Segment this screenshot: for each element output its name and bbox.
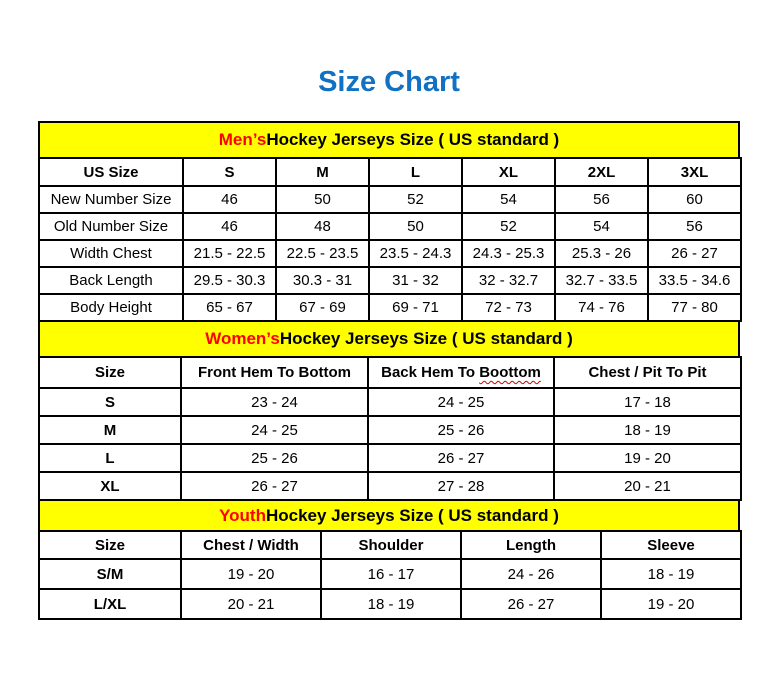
mens-header-us-size: US Size bbox=[39, 158, 183, 186]
table-cell: 50 bbox=[369, 213, 462, 240]
youth-band-prefix: Youth bbox=[219, 505, 266, 525]
youth-size-table bbox=[38, 530, 742, 620]
table-cell: 52 bbox=[462, 213, 555, 240]
womens-header-front-hem: Front Hem To Bottom bbox=[181, 357, 368, 388]
table-cell: 20 - 21 bbox=[181, 589, 321, 619]
row-label: S/M bbox=[39, 559, 181, 589]
table-cell: 72 - 73 bbox=[462, 294, 555, 321]
table-cell: 25.3 - 26 bbox=[555, 240, 648, 267]
row-label: XL bbox=[39, 472, 181, 500]
table-cell: 25 - 26 bbox=[368, 416, 554, 444]
table-cell: 54 bbox=[555, 213, 648, 240]
table-cell: 26 - 27 bbox=[181, 472, 368, 500]
table-cell: 60 bbox=[648, 186, 741, 213]
table-cell: 31 - 32 bbox=[369, 267, 462, 294]
mens-section-band bbox=[38, 121, 740, 159]
youth-header-shoulder: Shoulder bbox=[321, 531, 461, 559]
mens-row-width-chest bbox=[39, 240, 741, 267]
table-cell: 32 - 32.7 bbox=[462, 267, 555, 294]
table-cell: 26 - 27 bbox=[368, 444, 554, 472]
row-label: M bbox=[39, 416, 181, 444]
table-cell: 29.5 - 30.3 bbox=[183, 267, 276, 294]
table-cell: 24 - 25 bbox=[368, 388, 554, 416]
youth-header-chest-width: Chest / Width bbox=[181, 531, 321, 559]
womens-header-back-hem bbox=[368, 357, 554, 388]
table-cell: 24 - 25 bbox=[181, 416, 368, 444]
womens-section-band bbox=[38, 320, 740, 358]
youth-header-sleeve: Sleeve bbox=[601, 531, 741, 559]
table-cell: 30.3 - 31 bbox=[276, 267, 369, 294]
womens-row-xl bbox=[39, 472, 741, 500]
table-cell: 23.5 - 24.3 bbox=[369, 240, 462, 267]
table-cell: 18 - 19 bbox=[601, 559, 741, 589]
womens-header-row bbox=[39, 357, 741, 388]
table-cell: 24.3 - 25.3 bbox=[462, 240, 555, 267]
womens-header-size: Size bbox=[39, 357, 181, 388]
table-cell: 19 - 20 bbox=[181, 559, 321, 589]
youth-header-length: Length bbox=[461, 531, 601, 559]
misspelled-word: Boottom bbox=[479, 364, 541, 381]
mens-header-2xl: 2XL bbox=[555, 158, 648, 186]
youth-header-row bbox=[39, 531, 741, 559]
womens-band-prefix: Women’s bbox=[205, 329, 280, 348]
mens-band-prefix: Men’s bbox=[218, 130, 267, 149]
table-cell: 25 - 26 bbox=[181, 444, 368, 472]
mens-header-3xl: 3XL bbox=[648, 158, 741, 186]
table-cell: 19 - 20 bbox=[601, 589, 741, 619]
table-cell: 77 - 80 bbox=[648, 294, 741, 321]
table-cell: 46 bbox=[183, 213, 276, 240]
mens-size-table bbox=[38, 157, 742, 322]
table-cell: 18 - 19 bbox=[554, 416, 741, 444]
table-cell: 48 bbox=[276, 213, 369, 240]
table-cell: 69 - 71 bbox=[369, 294, 462, 321]
mens-row-back-length bbox=[39, 267, 741, 294]
row-label: L bbox=[39, 444, 181, 472]
womens-row-l bbox=[39, 444, 741, 472]
row-label: S bbox=[39, 388, 181, 416]
table-cell: 16 - 17 bbox=[321, 559, 461, 589]
back-hem-prefix: Back Hem To bbox=[381, 364, 480, 381]
table-cell: 54 bbox=[462, 186, 555, 213]
table-cell: 67 - 69 bbox=[276, 294, 369, 321]
table-cell: 23 - 24 bbox=[181, 388, 368, 416]
mens-row-body-height bbox=[39, 294, 741, 321]
youth-row-sm bbox=[39, 559, 741, 589]
row-label: New Number Size bbox=[39, 186, 183, 213]
table-cell: 27 - 28 bbox=[368, 472, 554, 500]
table-cell: 65 - 67 bbox=[183, 294, 276, 321]
table-cell: 56 bbox=[555, 186, 648, 213]
mens-band-rest: Hockey Jerseys Size ( US standard ) bbox=[266, 130, 560, 149]
youth-band-rest: Hockey Jerseys Size ( US standard ) bbox=[265, 505, 559, 525]
table-cell: 50 bbox=[276, 186, 369, 213]
table-cell: 46 bbox=[183, 186, 276, 213]
row-label: Back Length bbox=[39, 267, 183, 294]
table-cell: 32.7 - 33.5 bbox=[555, 267, 648, 294]
womens-row-s bbox=[39, 388, 741, 416]
womens-row-m bbox=[39, 416, 741, 444]
table-cell: 22.5 - 23.5 bbox=[276, 240, 369, 267]
womens-size-table bbox=[38, 356, 742, 501]
size-chart bbox=[38, 121, 740, 620]
table-cell: 17 - 18 bbox=[554, 388, 741, 416]
table-cell: 52 bbox=[369, 186, 462, 213]
mens-header-xl: XL bbox=[462, 158, 555, 186]
table-cell: 74 - 76 bbox=[555, 294, 648, 321]
youth-row-lxl bbox=[39, 589, 741, 619]
table-cell: 21.5 - 22.5 bbox=[183, 240, 276, 267]
table-cell: 56 bbox=[648, 213, 741, 240]
page-title: Size Chart bbox=[318, 66, 460, 98]
mens-row-old-number-size bbox=[39, 213, 741, 240]
mens-header-l: L bbox=[369, 158, 462, 186]
table-cell: 20 - 21 bbox=[554, 472, 741, 500]
womens-band-rest: Hockey Jerseys Size ( US standard ) bbox=[279, 329, 573, 348]
mens-header-s: S bbox=[183, 158, 276, 186]
row-label: Body Height bbox=[39, 294, 183, 321]
row-label: L/XL bbox=[39, 589, 181, 619]
mens-row-new-number-size bbox=[39, 186, 741, 213]
mens-header-m: M bbox=[276, 158, 369, 186]
table-cell: 33.5 - 34.6 bbox=[648, 267, 741, 294]
womens-header-chest-pit: Chest / Pit To Pit bbox=[554, 357, 741, 388]
table-cell: 26 - 27 bbox=[461, 589, 601, 619]
table-cell: 18 - 19 bbox=[321, 589, 461, 619]
mens-header-row bbox=[39, 158, 741, 186]
youth-section-band bbox=[38, 499, 740, 532]
table-cell: 24 - 26 bbox=[461, 559, 601, 589]
row-label: Width Chest bbox=[39, 240, 183, 267]
youth-header-size: Size bbox=[39, 531, 181, 559]
table-cell: 26 - 27 bbox=[648, 240, 741, 267]
table-cell: 19 - 20 bbox=[554, 444, 741, 472]
row-label: Old Number Size bbox=[39, 213, 183, 240]
